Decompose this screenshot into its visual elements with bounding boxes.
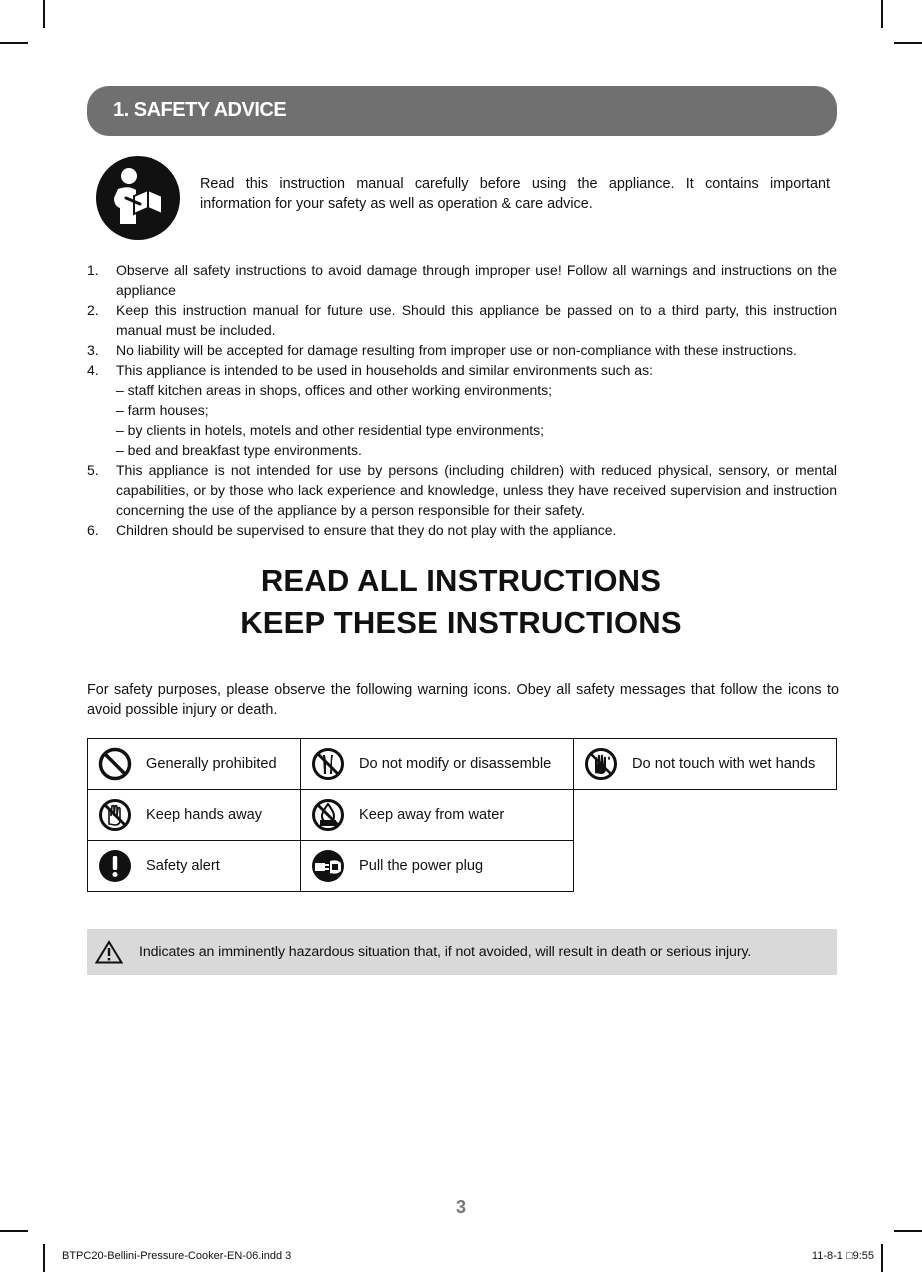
item-number: 2. <box>87 302 99 318</box>
do-not-disassemble-icon <box>311 747 345 781</box>
sub-item: – by clients in hotels, motels and other residential type environments; <box>116 422 545 438</box>
section-banner <box>87 86 837 136</box>
icon-label: Safety alert <box>146 858 220 874</box>
icon-cell <box>301 739 574 790</box>
intro-line: information for your safety as well as operation & care advice. <box>200 196 593 212</box>
item-number: 1. <box>87 262 99 278</box>
danger-notice <box>87 929 837 975</box>
crop-mark <box>894 42 922 44</box>
footer-filename: BTPC20-Bellini-Pressure-Cooker-EN-06.indd 3 <box>62 1250 292 1262</box>
crop-mark <box>43 1244 45 1272</box>
icon-label: Keep hands away <box>146 807 263 823</box>
list-item <box>87 340 837 360</box>
item-number: 6. <box>87 522 99 538</box>
icon-label: Generally prohibited <box>146 756 277 772</box>
crop-mark <box>43 0 45 28</box>
item-text: Children should be supervised to ensure that they do not play with the appliance. <box>116 522 617 538</box>
icon-cell <box>301 841 574 892</box>
pull-plug-icon <box>311 849 345 883</box>
warning-intro: For safety purposes, please observe the following warning icons. Obey all safety messages that follow the icons to avoid possible injury or death. <box>87 682 839 718</box>
headline-read-all: READ ALL INSTRUCTIONS <box>260 563 662 598</box>
item-text: This appliance is not intended for use by persons (including children) with reduced physical, sensory, or mental capabilities, or by those who lack experience and knowledge, unless they have received supervision and instruction concerning the use of the appliance by a person responsible for their safety. <box>116 462 837 518</box>
item-text: Observe all safety instructions to avoid damage through improper use! Follow all warnings and instructions on the appliance <box>116 262 837 298</box>
warning-triangle-icon <box>95 940 123 964</box>
crop-mark <box>881 1244 883 1272</box>
headline-keep-these: KEEP THESE INSTRUCTIONS <box>240 605 682 640</box>
crop-mark <box>894 1230 922 1232</box>
keep-away-water-icon <box>311 798 345 832</box>
intro-line: Read this instruction manual carefully before using the appliance. It contains important <box>200 176 830 192</box>
sub-item: – farm houses; <box>116 402 209 418</box>
section-title: 1. SAFETY ADVICE <box>113 99 287 121</box>
crop-mark <box>0 42 28 44</box>
item-number: 5. <box>87 462 99 478</box>
sub-item: – bed and breakfast type environments. <box>116 442 362 458</box>
icon-cell <box>574 739 837 790</box>
empty-cell <box>574 790 837 892</box>
read-manual-icon <box>96 156 180 240</box>
icon-label: Pull the power plug <box>359 858 484 874</box>
icon-cell <box>88 790 301 841</box>
icon-label: Keep away from water <box>359 807 505 823</box>
crop-mark <box>881 0 883 28</box>
icon-cell <box>88 841 301 892</box>
safety-alert-icon <box>98 849 132 883</box>
icon-label: Do not modify or disassemble <box>359 756 552 772</box>
footer-timestamp: 11-8-1 □9:55 <box>811 1250 874 1262</box>
no-wet-hands-icon <box>584 747 618 781</box>
danger-text: Indicates an imminently hazardous situation that, if not avoided, will result in death or serious injury. <box>139 944 752 960</box>
item-number: 4. <box>87 362 99 378</box>
sub-item: – staff kitchen areas in shops, offices and other working environments; <box>116 382 553 398</box>
crop-mark <box>0 1230 28 1232</box>
icon-cell <box>88 739 301 790</box>
icon-cell <box>301 790 574 841</box>
item-text: This appliance is intended to be used in households and similar environments such as: <box>116 362 653 378</box>
icon-label: Do not touch with wet hands <box>632 756 816 772</box>
item-text: No liability will be accepted for damage resulting from improper use or non-compliance with these instructions. <box>116 342 797 358</box>
list-item <box>87 520 837 540</box>
keep-hands-away-icon <box>98 798 132 832</box>
list-item <box>87 460 837 520</box>
safety-advice-list <box>87 260 837 540</box>
list-item <box>87 260 837 300</box>
prohibited-icon <box>98 747 132 781</box>
list-item <box>87 360 837 460</box>
list-item <box>87 300 837 340</box>
item-number: 3. <box>87 342 99 358</box>
warning-icon-table <box>87 738 837 892</box>
intro-paragraph <box>200 174 830 214</box>
page-number: 3 <box>455 1197 466 1217</box>
item-text: Keep this instruction manual for future use. Should this appliance be passed on to a third party, this instruction manual must be included. <box>116 302 837 338</box>
